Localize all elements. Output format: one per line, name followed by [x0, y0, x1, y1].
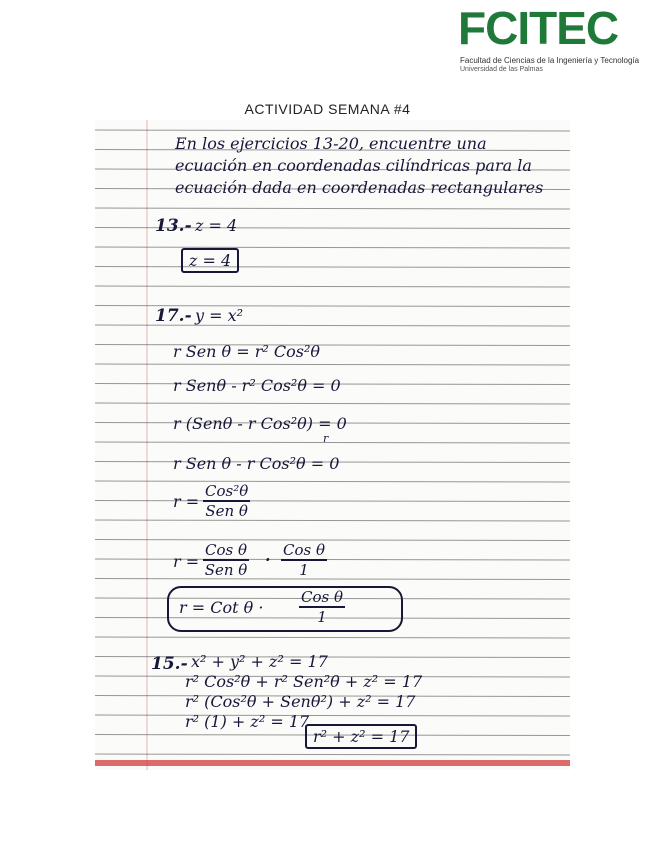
fraction-numerator: Cos θ	[205, 541, 248, 559]
exercise-13-label: 13.-	[155, 216, 192, 236]
exercise-17-step-6-lhs: r =	[173, 552, 200, 571]
ruled-line	[95, 754, 570, 755]
ruled-line	[95, 208, 570, 209]
ruled-line	[95, 286, 570, 287]
exercise-15-answer-box: r² + z² = 17	[305, 724, 417, 749]
exercise-13-answer-box: z = 4	[181, 248, 239, 273]
ruled-line	[95, 364, 570, 365]
document-title: ACTIVIDAD SEMANA #4	[244, 101, 411, 117]
exercise-15-step-1: r² Cos²θ + r² Sen²θ + z² = 17	[185, 672, 423, 691]
ruled-line	[95, 540, 570, 541]
page-bottom-edge	[95, 760, 570, 766]
fraction-numerator: Cos θ	[301, 588, 344, 606]
ruled-line	[95, 579, 570, 580]
exercise-13-equation: z = 4	[195, 216, 238, 235]
intro-line-1: En los ejercicios 13-20, encuentre una	[175, 134, 487, 153]
ruled-line	[95, 247, 570, 248]
fraction-denominator: 1	[299, 561, 309, 579]
fraction-numerator: Cos²θ	[205, 482, 249, 500]
fraction-denominator: 1	[317, 608, 327, 626]
ruled-line	[95, 442, 570, 443]
exercise-17-zero-over-r: r	[323, 432, 329, 445]
ruled-line	[95, 637, 570, 638]
logo-wordmark: FCITEC	[458, 2, 619, 54]
exercise-17-label: 17.-	[155, 306, 192, 326]
exercise-17-step-1: r Sen θ = r² Cos²θ	[173, 342, 321, 361]
exercise-17-equation: y = x²	[195, 306, 244, 325]
exercise-17-step-6-fraction-1	[203, 541, 249, 579]
ruled-line	[95, 481, 570, 482]
intro-line-3: ecuación dada en coordenadas rectangulares	[175, 178, 544, 197]
intro-line-2: ecuación en coordenadas cilíndricas para la	[175, 156, 532, 175]
fraction-numerator: Cos θ	[283, 541, 326, 559]
ruled-line	[95, 501, 570, 502]
notebook-page-photo	[95, 120, 570, 770]
fraction-denominator: Sen θ	[204, 561, 248, 579]
answer-lhs: r = Cot θ ·	[179, 598, 264, 617]
exercise-17-step-6-fraction-2	[281, 541, 327, 579]
logo-university-name: Universidad de las Palmas	[460, 66, 543, 73]
ruled-line	[95, 559, 570, 560]
exercise-15-step-2: r² (Cos²θ + Senθ²) + z² = 17	[185, 692, 416, 711]
fcitec-logo	[458, 4, 653, 76]
ruled-line	[95, 267, 570, 268]
answer-fraction	[299, 588, 345, 626]
exercise-15-equation: x² + y² + z² = 17	[191, 652, 328, 671]
exercise-17-step-3: r (Senθ - r Cos²θ) = 0	[173, 414, 347, 433]
exercise-15-step-3: r² (1) + z² = 17	[185, 712, 310, 731]
exercise-17-step-5-lhs: r =	[173, 492, 200, 511]
multiplication-dot: ·	[265, 550, 271, 569]
ruled-line	[95, 130, 570, 131]
exercise-17-step-4: r Sen θ - r Cos²θ = 0	[173, 454, 340, 473]
exercise-17-step-5-fraction	[203, 482, 250, 520]
ruled-line	[95, 403, 570, 404]
exercise-17-answer-box	[167, 586, 403, 632]
exercise-15-label: 15.-	[151, 654, 188, 674]
fraction-denominator: Sen θ	[205, 502, 248, 520]
logo-faculty-name: Facultad de Ciencias de la Ingeniería y Tecnología	[460, 56, 640, 65]
exercise-17-step-2: r Senθ - r² Cos²θ = 0	[173, 376, 341, 395]
ruled-line	[95, 520, 570, 521]
ruled-line	[95, 715, 570, 716]
ruled-line	[95, 345, 570, 346]
